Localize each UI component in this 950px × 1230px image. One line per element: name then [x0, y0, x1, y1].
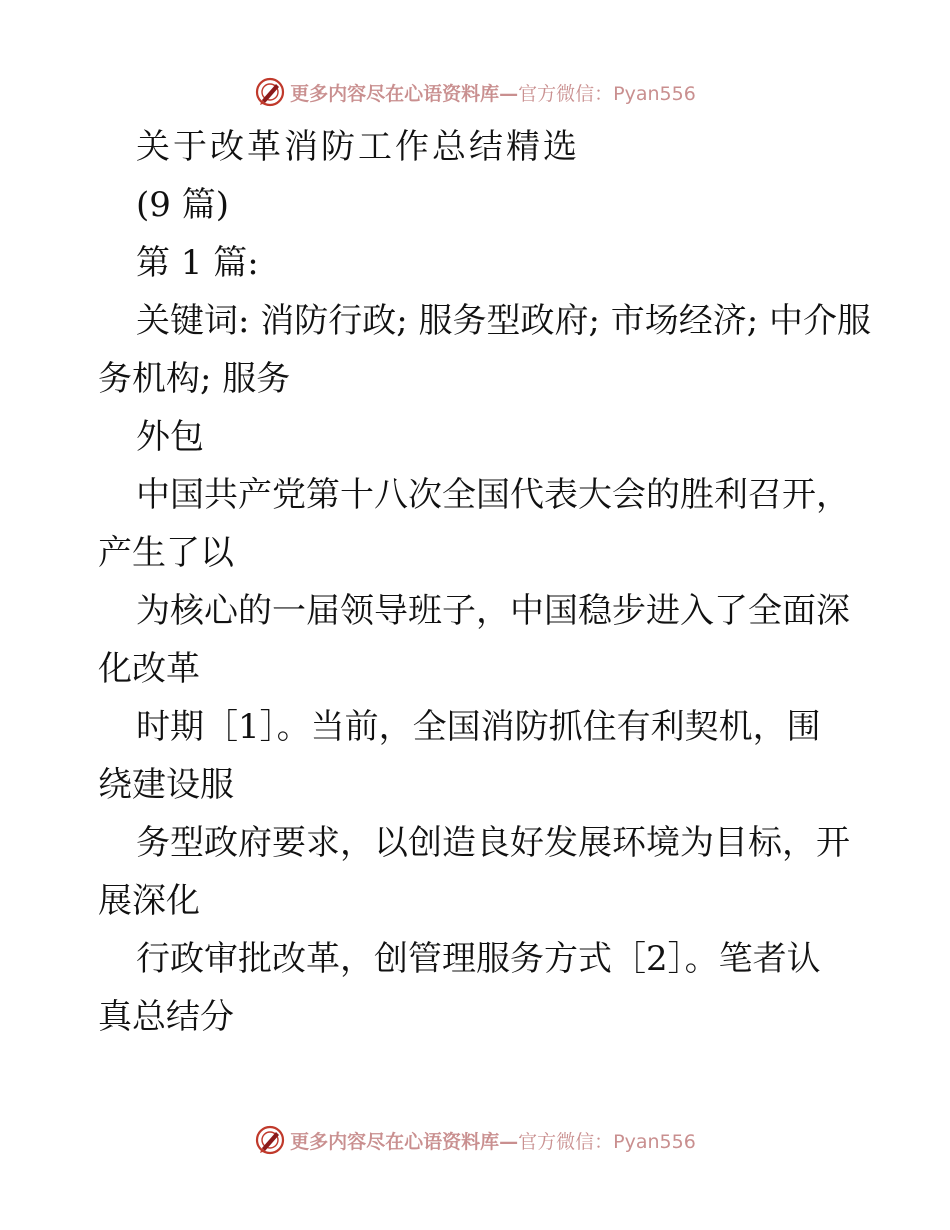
section-heading: 第 1 篇: [136, 243, 259, 283]
text-line: 务型政府要求，以创造良好发展环境为目标，开 [136, 823, 850, 863]
text-line: 真总结分 [98, 997, 234, 1037]
text-line: 行政审批改革，创管理服务方式［2］。笔者认 [136, 939, 821, 979]
document-title: 关于改革消防工作总结精选 [136, 127, 580, 167]
text-line: 展深化 [98, 881, 200, 921]
text-line: 化改革 [98, 649, 200, 689]
text-line: 外包 [136, 417, 204, 457]
text-line: 绕建设服 [98, 765, 234, 805]
footer-watermark [0, 1120, 950, 1160]
keywords-line: 关键词: 消防行政; 服务型政府; 市场经济; 中介服 [136, 301, 872, 341]
watermark-brand: 更多内容尽在心语资料库— [290, 1130, 519, 1153]
header-watermark [0, 72, 950, 112]
text-line: 时期［1］。当前，全国消防抓住有利契机，围 [136, 707, 821, 747]
document-body [98, 118, 872, 1046]
text-line: 中国共产党第十八次全国代表大会的胜利召开， [136, 475, 850, 515]
pen-logo-icon [254, 1124, 286, 1156]
text-line: 产生了以 [98, 533, 234, 573]
pen-logo-icon [254, 76, 286, 108]
watermark-contact: 官方微信：Pyan556 [518, 82, 696, 105]
keywords-line-cont: 务机构; 服务 [98, 359, 291, 399]
watermark-contact: 官方微信：Pyan556 [518, 1130, 696, 1153]
text-line: 为核心的一届领导班子，中国稳步进入了全面深 [136, 591, 850, 631]
watermark-brand: 更多内容尽在心语资料库— [290, 82, 519, 105]
article-count: (9 篇) [136, 185, 229, 225]
